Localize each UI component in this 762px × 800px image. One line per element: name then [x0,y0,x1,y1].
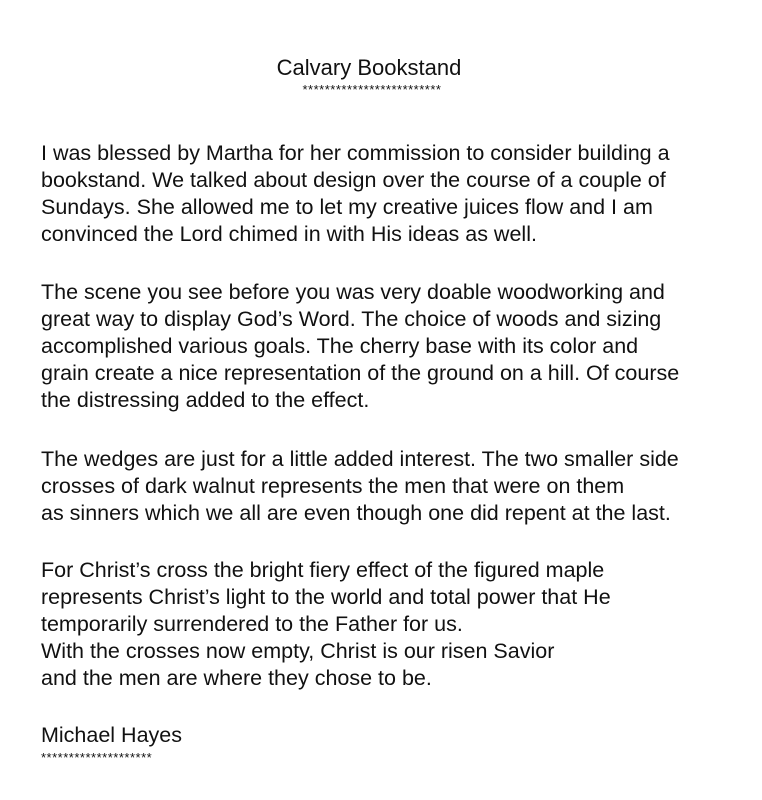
paragraph-1 [41,140,741,248]
paragraph-2 [41,279,741,414]
paragraph-line: accomplished various goals. The cherry base with its color and [41,334,639,358]
paragraph-line: represents Christ’s light to the world and total power that He [41,585,611,609]
paragraph-4 [41,557,741,692]
paragraph-line: great way to display God’s Word. The choice of woods and sizing [41,307,662,331]
paragraph-line: temporarily surrendered to the Father for us. [41,612,463,636]
signature-divider: ******************** [41,750,153,765]
paragraph-line: crosses of dark walnut represents the men that were on them [41,474,625,498]
paragraph-line: the distressing added to the effect. [41,388,370,412]
paragraph-line: grain create a nice representation of the ground on a hill. Of course [41,361,680,385]
paragraph-line: convinced the Lord chimed in with His ideas as well. [41,222,537,246]
paragraph-line: and the men are where they chose to be. [41,666,432,690]
paragraph-line: With the crosses now empty, Christ is our risen Savior [41,639,555,663]
signature-name: Michael Hayes [41,723,182,747]
paragraph-line: The scene you see before you was very doable woodworking and [41,280,665,304]
paragraph-line: Sundays. She allowed me to let my creative juices flow and I am [41,195,653,219]
paragraph-line: bookstand. We talked about design over the course of a couple of [41,168,666,192]
paragraph-line: as sinners which we all are even though one did repent at the last. [41,501,671,525]
paragraph-line: The wedges are just for a little added interest. The two smaller side [41,447,679,471]
title-divider: ************************* [302,82,442,97]
document-title: Calvary Bookstand [276,55,462,80]
paragraph-line: I was blessed by Martha for her commission to consider building a [41,141,670,165]
paragraph-3 [41,446,741,527]
paragraph-line: For Christ’s cross the bright fiery effect of the figured maple [41,558,605,582]
